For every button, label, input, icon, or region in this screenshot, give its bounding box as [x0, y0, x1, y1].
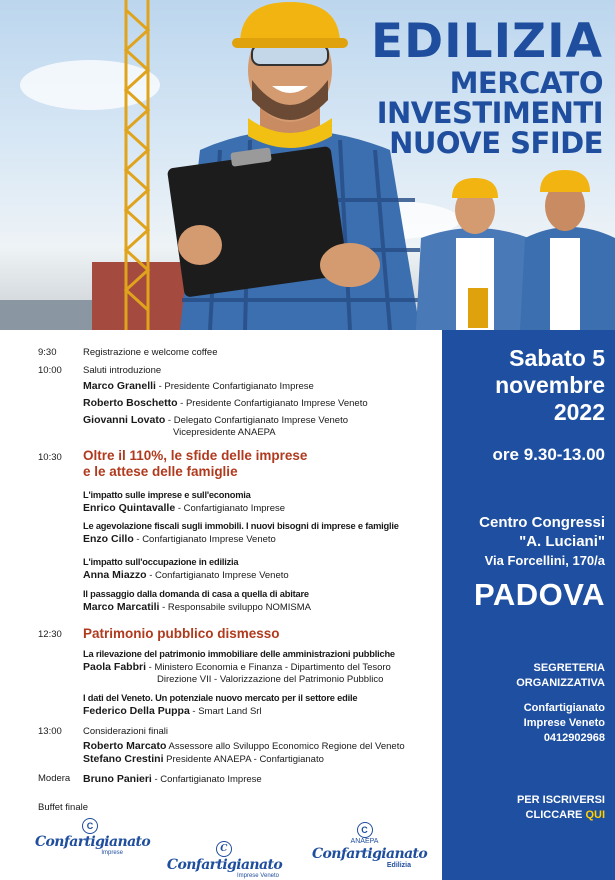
- secretariat-label: ORGANIZZATIVA: [516, 677, 605, 689]
- register-link[interactable]: QUI: [585, 809, 605, 821]
- confartigianato-emblem-icon: C: [357, 822, 373, 838]
- speaker-name: Anna Miazzo: [83, 569, 147, 581]
- speaker-role: - Ministero Economia e Finanza - Dipartimento del Tesoro: [146, 662, 391, 673]
- speaker-role: - Confartigianato Imprese Veneto: [146, 570, 289, 581]
- venue-name: "A. Luciani": [519, 533, 605, 550]
- speaker-role: Assessore allo Sviluppo Economico Regione del Veneto: [166, 741, 405, 752]
- schedule-time: 10:00: [38, 365, 62, 376]
- worker-illustration: [416, 178, 534, 330]
- speaker-line: [83, 569, 289, 582]
- confartigianato-imprese-logo: C Confartigianato Imprese: [35, 818, 145, 857]
- speaker-line: [83, 380, 314, 393]
- event-city: PADOVA: [473, 577, 605, 612]
- speaker-name: Marco Granelli: [83, 380, 156, 392]
- speaker-line: [83, 661, 391, 674]
- talk-topic: L'impatto sull'occupazione in edilizia: [83, 557, 239, 567]
- speaker-line: [83, 753, 324, 766]
- secretariat-org: Confartigianato: [523, 702, 605, 714]
- speaker-role: - Responsabile sviluppo NOMISMA: [159, 602, 311, 613]
- event-title: EDILIZIA: [371, 14, 603, 69]
- talk-topic: La rilevazione del patrimonio immobiliare delle amministrazioni pubbliche: [83, 649, 395, 659]
- venue-address: Via Forcellini, 170/a: [484, 553, 605, 568]
- speaker-name: Enrico Quintavalle: [83, 502, 176, 514]
- schedule-time: 9:30: [38, 347, 57, 358]
- event-date: novembre: [495, 372, 605, 398]
- speaker-role: Direzione VII - Valorizzazione del Patrimonio Pubblico: [157, 674, 384, 685]
- schedule-time: 13:00: [38, 726, 62, 737]
- speaker-line: [83, 414, 348, 427]
- event-date: Sabato 5: [509, 345, 605, 371]
- speaker-role: - Confartigianato Imprese Veneto: [133, 534, 276, 545]
- session-title: Patrimonio pubblico dismesso: [83, 626, 280, 641]
- speaker-name: Enzo Cillo: [83, 533, 134, 545]
- schedule-item: Considerazioni finali: [83, 726, 169, 737]
- register-cta: CLICCARE QUI: [525, 809, 605, 821]
- event-subtitle-line: NUOVE SFIDE: [389, 126, 603, 160]
- speaker-line: [83, 397, 368, 410]
- speaker-role: - Smart Land Srl: [189, 706, 262, 717]
- speaker-line: [83, 705, 262, 718]
- speaker-role: - Delegato Confartigianato Imprese Veneto: [165, 415, 348, 426]
- secretariat-org: Imprese Veneto: [523, 717, 605, 729]
- schedule-time: 12:30: [38, 629, 62, 640]
- speaker-name: Roberto Marcato: [83, 740, 167, 752]
- event-subtitle-line: INVESTIMENTI: [376, 96, 603, 130]
- speaker-role: - Presidente Confartigianato Imprese: [155, 381, 314, 392]
- speaker-line: [83, 773, 262, 786]
- speaker-role: - Presidente Confartigianato Imprese Veneto: [177, 398, 368, 409]
- talk-topic: I dati del Veneto. Un potenziale nuovo mercato per il settore edile: [83, 693, 358, 703]
- session-title: e le attese delle famiglie: [83, 464, 238, 479]
- speaker-name: Giovanni Lovato: [83, 414, 166, 426]
- speaker-role: - Confartigianato Imprese: [175, 503, 286, 514]
- program-schedule: [0, 330, 442, 880]
- schedule-item: Saluti introduzione: [83, 365, 162, 376]
- schedule-item: Registrazione e welcome coffee: [83, 347, 218, 358]
- moderator-label: Modera: [38, 773, 71, 784]
- worker-illustration: [520, 168, 615, 330]
- event-subtitle-line: MERCATO: [449, 66, 603, 100]
- venue-name: Centro Congressi: [479, 514, 605, 531]
- speaker-name: Marco Marcatili: [83, 601, 160, 613]
- hero-banner: [0, 0, 615, 330]
- speaker-name: Roberto Boschetto: [83, 397, 178, 409]
- talk-topic: Le agevolazione fiscali sugli immobili. I nuovi bisogni di imprese e famiglie: [83, 521, 399, 531]
- schedule-time: 10:30: [38, 452, 62, 463]
- talk-topic: Il passaggio dalla domanda di casa a quella di abitare: [83, 589, 309, 599]
- register-label: PER ISCRIVERSI: [516, 794, 605, 806]
- crane-illustration: [118, 0, 162, 330]
- speaker-line: [83, 502, 285, 515]
- anaepa-confartigianato-logo: C ANAEPA Confartigianato Edilizia: [312, 822, 417, 869]
- moderator-name: Bruno Panieri: [83, 773, 152, 785]
- event-info-sidebar: [442, 330, 615, 880]
- speaker-name: Stefano Crestini: [83, 753, 164, 765]
- event-date: 2022: [553, 399, 605, 425]
- speaker-line: [83, 533, 276, 546]
- talk-topic: L'impatto sulle imprese e sull'economia: [83, 490, 251, 500]
- speaker-line: [83, 601, 311, 614]
- secretariat-label: SEGRETERIA: [533, 662, 605, 674]
- confartigianato-emblem-icon: C: [216, 841, 232, 857]
- session-title: Oltre il 110%, le sfide delle imprese: [83, 448, 308, 463]
- speaker-role: Presidente ANAEPA - Confartigianato: [163, 754, 324, 765]
- buffet-note: Buffet finale: [38, 802, 89, 813]
- speaker-line: [83, 740, 405, 753]
- event-hours: ore 9.30-13.00: [492, 445, 605, 464]
- speaker-name: Paola Fabbri: [83, 661, 147, 673]
- confartigianato-emblem-icon: C: [82, 818, 98, 834]
- speaker-name: Federico Della Puppa: [83, 705, 190, 717]
- secretariat-phone[interactable]: 0412902968: [543, 732, 605, 744]
- moderator-role: - Confartigianato Imprese: [151, 774, 262, 785]
- speaker-role: Vicepresidente ANAEPA: [173, 427, 276, 438]
- confartigianato-veneto-logo: CConfartigianato Imprese Veneto: [162, 841, 287, 880]
